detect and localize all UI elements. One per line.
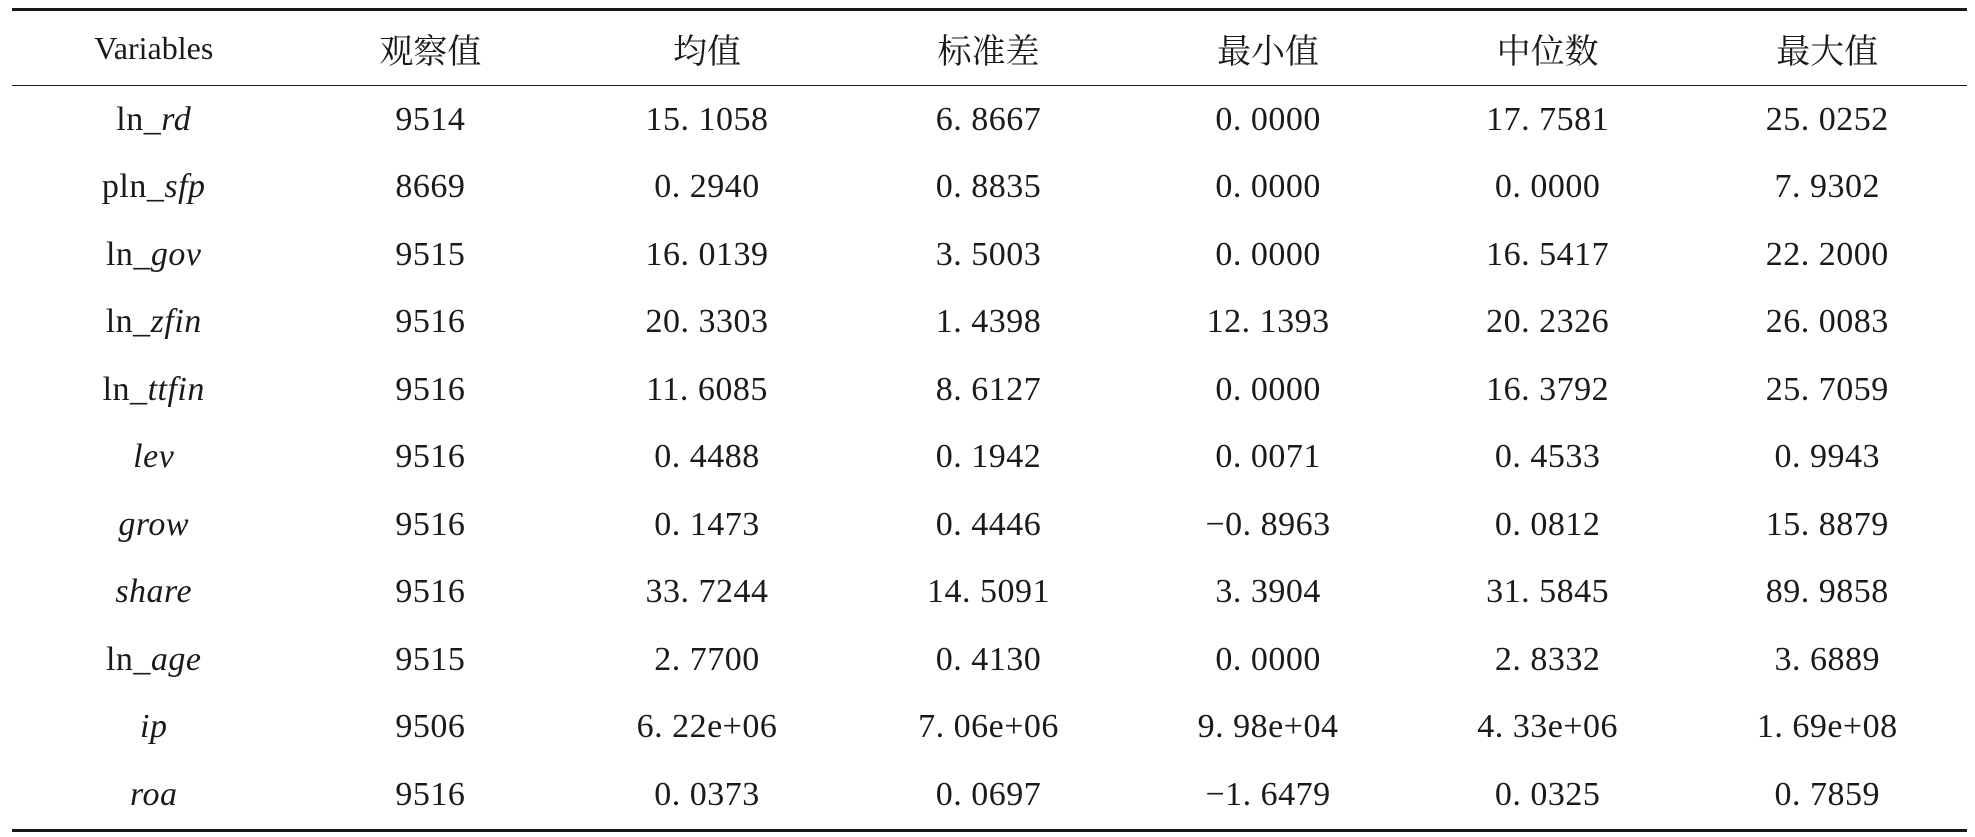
cell-median: 0. 0812 [1494, 505, 1601, 543]
cell-variable [12, 491, 295, 559]
table-row [12, 86, 1967, 154]
variable-name: ip [140, 708, 168, 746]
cell-std-dev: 7. 06e+06 [918, 708, 1059, 746]
cell-max: 25. 0252 [1765, 100, 1889, 138]
cell-std-dev: 14. 5091 [927, 573, 1050, 611]
cell-max: 3. 6889 [1774, 640, 1880, 678]
cell-median: 31. 5845 [1486, 573, 1610, 611]
cell-min: 0. 0000 [1215, 100, 1321, 138]
header-max: 最大值 [1776, 33, 1879, 71]
cell-variable [12, 356, 295, 424]
cell-min: 9. 98e+04 [1197, 708, 1339, 746]
table-body [12, 86, 1967, 831]
table-row [12, 559, 1967, 627]
table-header [12, 10, 1967, 86]
cell-observations: 9516 [395, 505, 466, 543]
cell-observations: 9516 [395, 370, 466, 408]
cell-variable [12, 761, 295, 830]
cell-mean: 6. 22e+06 [636, 708, 778, 746]
cell-min: 0. 0000 [1215, 235, 1321, 273]
table-row [12, 424, 1967, 492]
cell-max: 26. 0083 [1765, 303, 1889, 341]
cell-observations: 9516 [395, 775, 466, 813]
header-min: 最小值 [1217, 33, 1320, 71]
cell-observations: 8669 [395, 168, 466, 206]
cell-std-dev: 3. 5003 [935, 235, 1042, 273]
cell-variable [12, 86, 295, 154]
cell-std-dev: 0. 1942 [935, 438, 1042, 476]
cell-variable [12, 626, 295, 694]
cell-min: 3. 3904 [1215, 573, 1321, 611]
variable-prefix: ln_ [116, 100, 162, 138]
cell-min: 0. 0000 [1215, 640, 1321, 678]
cell-mean: 0. 2940 [654, 168, 760, 206]
cell-max: 0. 7859 [1774, 775, 1880, 813]
variable-name: age [150, 640, 202, 678]
cell-mean: 0. 0373 [654, 775, 760, 813]
cell-variable [12, 154, 295, 222]
header-variables: Variables [94, 29, 214, 66]
table-row [12, 221, 1967, 289]
cell-observations: 9514 [395, 100, 466, 138]
cell-mean: 15. 1058 [645, 100, 769, 138]
cell-std-dev: 1. 4398 [935, 303, 1042, 341]
cell-max: 15. 8879 [1765, 505, 1889, 543]
cell-median: 0. 0000 [1494, 168, 1601, 206]
cell-variable [12, 424, 295, 492]
variable-name: share [115, 573, 193, 611]
table-row [12, 356, 1967, 424]
table-row [12, 491, 1967, 559]
cell-median: 16. 3792 [1486, 370, 1610, 408]
table-row [12, 761, 1967, 830]
cell-std-dev: 0. 0697 [935, 775, 1042, 813]
cell-median: 4. 33e+06 [1477, 708, 1618, 746]
cell-max: 25. 7059 [1765, 370, 1889, 408]
cell-std-dev: 6. 8667 [935, 100, 1042, 138]
cell-std-dev: 8. 6127 [935, 370, 1042, 408]
cell-min: −0. 8963 [1205, 505, 1331, 543]
variable-name: gov [150, 235, 202, 273]
cell-mean: 16. 0139 [645, 235, 769, 273]
cell-max: 89. 9858 [1765, 573, 1889, 611]
cell-observations: 9515 [395, 235, 466, 273]
header-observations: 观察值 [379, 33, 482, 71]
cell-min: −1. 6479 [1205, 775, 1331, 813]
cell-mean: 0. 4488 [654, 438, 760, 476]
variable-prefix: ln_ [105, 640, 151, 678]
header-row [12, 10, 1967, 86]
cell-max: 0. 9943 [1774, 438, 1880, 476]
variable-name: grow [118, 505, 190, 543]
cell-max: 7. 9302 [1774, 168, 1880, 206]
cell-observations: 9515 [395, 640, 466, 678]
cell-variable [12, 559, 295, 627]
cell-max: 1. 69e+08 [1756, 708, 1898, 746]
cell-min: 0. 0000 [1215, 370, 1321, 408]
variable-name: roa [129, 775, 178, 813]
variable-prefix: ln_ [102, 370, 148, 408]
cell-median: 2. 8332 [1494, 640, 1601, 678]
cell-observations: 9516 [395, 438, 466, 476]
cell-observations: 9516 [395, 303, 466, 341]
cell-min: 0. 0071 [1215, 438, 1321, 476]
cell-mean: 33. 7244 [645, 573, 769, 611]
cell-median: 20. 2326 [1486, 303, 1610, 341]
header-median: 中位数 [1496, 33, 1599, 71]
table-row [12, 626, 1967, 694]
cell-median: 16. 5417 [1486, 235, 1610, 273]
table-row [12, 694, 1967, 762]
cell-observations: 9516 [395, 573, 466, 611]
cell-median: 0. 4533 [1494, 438, 1601, 476]
variable-name: zfin [150, 303, 202, 341]
cell-variable [12, 221, 295, 289]
table-row [12, 289, 1967, 357]
cell-min: 0. 0000 [1215, 168, 1321, 206]
variable-prefix: ln_ [105, 303, 151, 341]
descriptive-statistics-table [12, 8, 1967, 832]
variable-name: lev [133, 438, 175, 476]
cell-median: 17. 7581 [1486, 100, 1610, 138]
cell-variable [12, 694, 295, 762]
table-row [12, 154, 1967, 222]
variable-prefix: pln_ [101, 168, 165, 206]
descriptive-statistics-table-wrapper [12, 8, 1967, 832]
header-std-dev: 标准差 [937, 33, 1040, 71]
cell-mean: 20. 3303 [645, 303, 769, 341]
header-mean: 均值 [672, 33, 741, 71]
cell-median: 0. 0325 [1494, 775, 1601, 813]
cell-mean: 2. 7700 [654, 640, 760, 678]
variable-name: rd [161, 100, 192, 138]
cell-observations: 9506 [395, 708, 466, 746]
cell-mean: 0. 1473 [654, 505, 760, 543]
cell-max: 22. 2000 [1765, 235, 1889, 273]
variable-name: sfp [164, 168, 206, 206]
variable-prefix: ln_ [105, 235, 151, 273]
cell-std-dev: 0. 4446 [935, 505, 1042, 543]
cell-mean: 11. 6085 [646, 370, 768, 408]
cell-variable [12, 289, 295, 357]
cell-std-dev: 0. 8835 [935, 168, 1042, 206]
variable-name: ttfin [147, 370, 205, 408]
cell-min: 12. 1393 [1206, 303, 1330, 341]
cell-std-dev: 0. 4130 [935, 640, 1042, 678]
